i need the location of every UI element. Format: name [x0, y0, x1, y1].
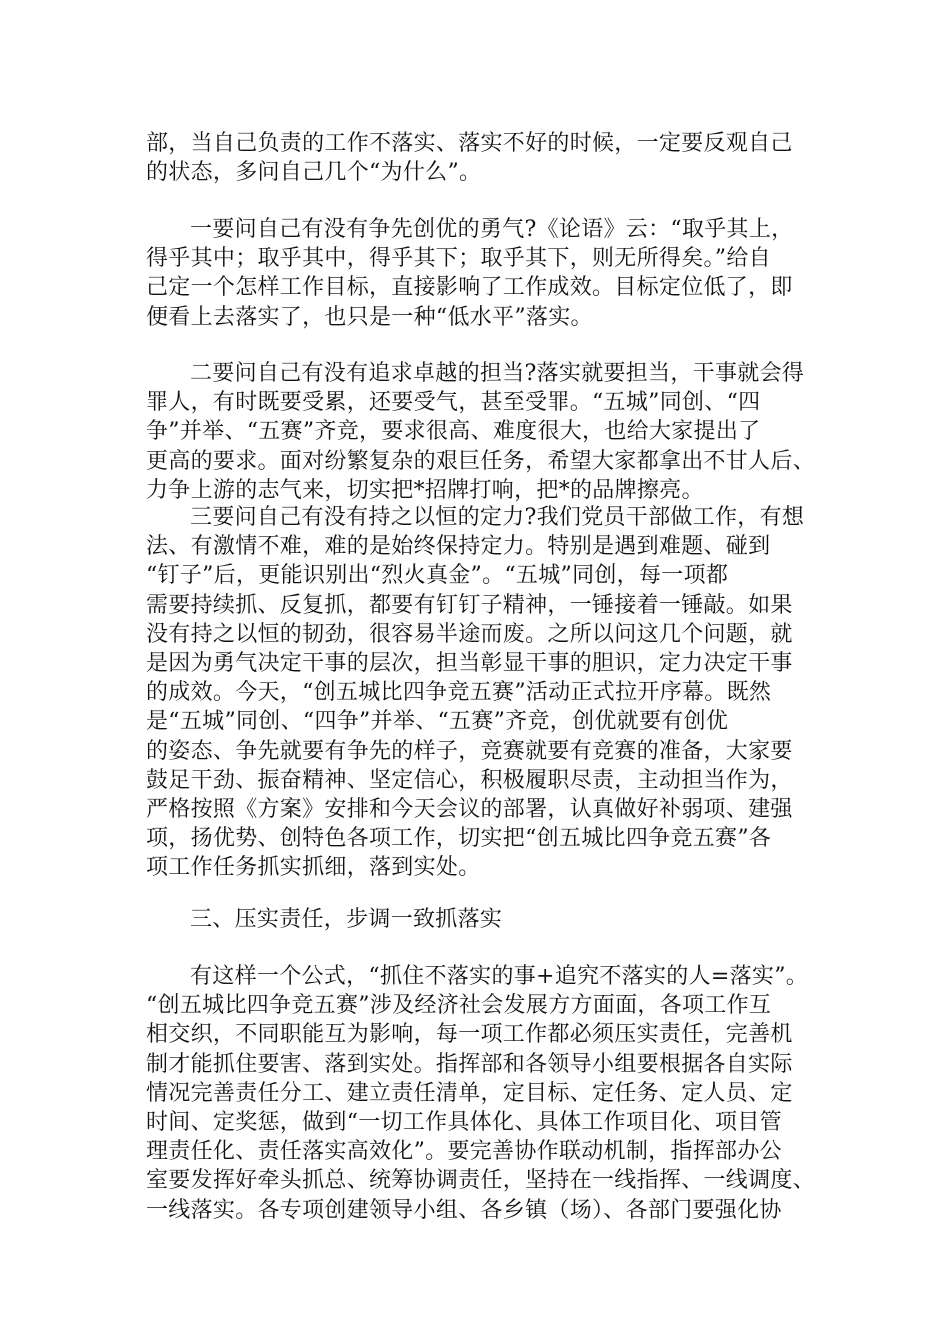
text-line: 是“五城”同创、“四争”并举、“五赛”齐竞，创优就要有创优: [146, 709, 729, 735]
text-line: 是因为勇气决定干事的层次，担当彰显干事的胆识，定力决定干事: [146, 650, 793, 676]
text-line: 争”并举、“五赛”齐竞，要求很高、难度很大，也给大家提出了: [146, 419, 761, 445]
text-line: 部，当自己负责的工作不落实、落实不好的时候，一定要反观自己: [146, 131, 793, 156]
text-line: 严格按照《方案》安排和今天会议的部署，认真做好补弱项、建强: [146, 796, 793, 822]
heading-text: 三、压实责任，步调一致抓落实: [190, 907, 503, 932]
section-heading: [146, 905, 810, 934]
text-line: 得乎其中；取乎其中，得乎其下；取乎其下，则无所得矣。”给自: [146, 246, 771, 272]
paragraph-formula: [146, 962, 816, 1225]
text-line: 有这样一个公式，“抓住不落实的事+追究不落实的人=落实”。: [190, 964, 809, 989]
text-line: 法、有激情不难，难的是始终保持定力。特别是遇到难题、碰到: [146, 534, 771, 560]
text-line: 室要发挥好牵头抓总、统筹协调责任，坚持在一线指挥、一线调度、: [146, 1168, 816, 1194]
text-line: 项，扬优势、创特色各项工作，切实把“创五城比四争竞五赛”各: [146, 826, 772, 852]
text-line: “创五城比四争竞五赛”涉及经济社会发展方方面面，各项工作互: [146, 993, 772, 1019]
text-line: 项工作任务抓实抓细，落到实处。: [146, 855, 481, 881]
text-line: 的姿态、争先就要有争先的样子，竞赛就要有竞赛的准备，大家要: [146, 738, 793, 764]
text-line: 力争上游的志气来，切实把*招牌打响，把*的品牌擦亮。: [146, 477, 704, 503]
text-line: 时间、定奖惩，做到“一切工作具体化、具体工作项目化、项目管: [146, 1109, 782, 1135]
text-line: 便看上去落实了，也只是一种“低水平”落实。: [146, 304, 593, 330]
text-line: 三要问自己有没有持之以恒的定力?我们党员干部做工作，有想: [190, 505, 805, 530]
text-line: 一要问自己有没有争先创优的勇气?《论语》云：“取乎其上，: [190, 217, 794, 242]
paragraph-continuation: [146, 129, 810, 187]
text-line: 制才能抓住要害、落到实处。指挥部和各领导小组要根据各自实际: [146, 1051, 793, 1077]
text-line: 更高的要求。面对纷繁复杂的艰巨任务，希望大家都拿出不甘人后、: [146, 448, 816, 474]
paragraph-responsibility: [146, 359, 816, 505]
text-line: “钉子”后，更能识别出“烈火真金”。“五城”同创，每一项都: [146, 563, 729, 589]
text-line: 罪人，有时既要受累，还要受气，甚至受罪。“五城”同创、“四: [146, 390, 761, 416]
text-line: 没有持之以恒的韧劲，很容易半途而废。之所以问这几个问题，就: [146, 621, 793, 647]
text-line: 鼓足干劲、振奋精神、坚定信心，积极履职尽责，主动担当作为，: [146, 767, 793, 793]
text-line: 一线落实。各专项创建领导小组、各乡镇（场）、各部门要强化协: [146, 1197, 782, 1223]
text-line: 的状态，多问自己几个“为什么”。: [146, 160, 482, 186]
text-line: 相交织，不同职能互为影响，每一项工作都必须压实责任，完善机: [146, 1022, 793, 1048]
text-line: 需要持续抓、反复抓，都要有钉钉子精神，一锤接着一锤敲。如果: [146, 592, 793, 618]
text-line: 理责任化、责任落实高效化”。要完善协作联动机制，指挥部办公: [146, 1139, 782, 1165]
paragraph-perseverance: [146, 503, 810, 882]
text-line: 二要问自己有没有追求卓越的担当?落实就要担当，干事就会得: [190, 361, 805, 386]
text-line: 己定一个怎样工作目标，直接影响了工作成效。目标定位低了，即: [146, 275, 793, 301]
text-line: 情况完善责任分工、建立责任清单，定目标、定任务、定人员、定: [146, 1080, 793, 1106]
text-line: 的成效。今天，“创五城比四争竞五赛”活动正式拉开序幕。既然: [146, 680, 772, 706]
paragraph-courage: [146, 215, 810, 332]
